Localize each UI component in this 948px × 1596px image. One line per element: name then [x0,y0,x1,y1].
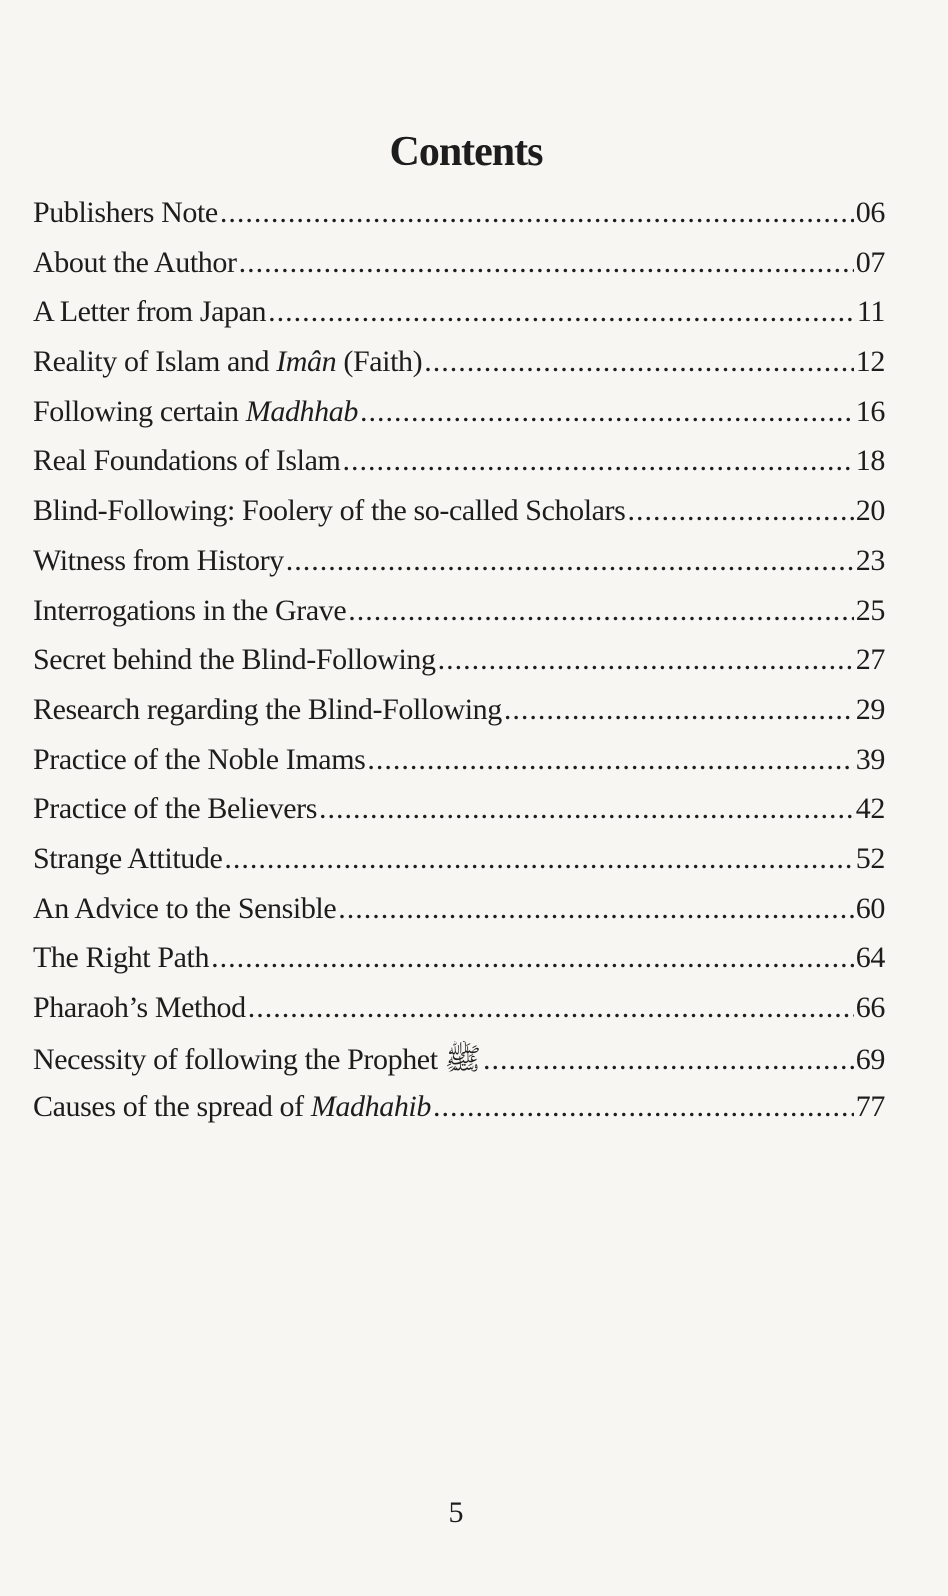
toc-entry-page: 25 [855,593,885,627]
toc-entry-page: 20 [855,494,885,528]
toc-entry [33,743,885,793]
toc-entry-title [33,246,237,280]
toc-title-italic: Madhahib [310,1090,431,1124]
leader-dots [239,246,854,280]
toc-entry-title [33,544,284,578]
toc-title-text: The Right Path [33,941,210,975]
toc-entry-page: 39 [855,742,885,776]
toc-entry [33,295,885,345]
toc-entry-title [33,643,436,677]
toc-entry-page: 77 [855,1090,885,1124]
leader-dots [248,991,854,1025]
table-of-contents [33,196,885,1140]
toc-entry [33,544,885,594]
toc-title-text: Strange Attitude [33,841,223,875]
toc-title-suffix: (Faith) [336,345,423,379]
leader-dots [627,494,853,528]
page-title: Contents [389,129,543,175]
toc-entry-page: 07 [855,245,885,279]
toc-title-text: A Letter from Japan [33,295,267,329]
leader-dots [319,792,854,826]
leader-dots [360,395,854,429]
toc-entry-page: 23 [855,543,885,577]
toc-entry-title [33,892,336,926]
page-number: 5 [448,1496,464,1529]
toc-entry [33,494,885,544]
toc-title-text: Blind-Following: Foolery of the so-called Scholars [33,494,626,528]
toc-entry-title [33,196,218,230]
toc-entry-page: 11 [856,295,885,329]
toc-entry-page: 18 [855,444,885,478]
leader-dots [286,544,854,578]
toc-entry-title [33,444,340,478]
toc-entry [33,196,885,246]
toc-title-text: Following certain [33,394,246,428]
toc-entry [33,941,885,991]
leader-dots [348,594,854,628]
leader-dots [367,743,853,777]
toc-entry [33,792,885,842]
toc-entry-title [33,693,502,727]
leader-dots [342,444,853,478]
toc-title-text: Interrogations in the Grave [33,593,347,627]
toc-entry [33,246,885,296]
toc-entry [33,643,885,693]
toc-title-italic: Imân [276,345,337,379]
toc-title-text: Practice of the Believers [33,792,318,826]
toc-entry-title [33,395,358,429]
leader-dots [224,842,853,876]
leader-dots [268,295,855,329]
toc-entry-title [33,842,222,876]
toc-entry-page: 69 [855,1042,885,1076]
toc-entry-title [33,1090,431,1124]
toc-title-text: Necessity of following the Prophet [33,1042,445,1076]
toc-entry [33,395,885,445]
toc-entry [33,345,885,395]
toc-entry-page: 52 [855,841,885,875]
toc-entry [33,594,885,644]
toc-entry-title [33,1041,481,1084]
leader-dots [220,196,854,230]
toc-title-text: Witness from History [33,543,284,577]
toc-entry-page: 16 [855,394,885,428]
toc-entry-page: 42 [855,792,885,826]
leader-dots [338,892,854,926]
toc-entry-page: 60 [855,891,885,925]
toc-entry [33,1041,885,1091]
toc-entry [33,842,885,892]
toc-entry [33,892,885,942]
toc-entry [33,1090,885,1140]
toc-entry [33,991,885,1041]
toc-title-text: About the Author [33,245,237,279]
toc-entry-title [33,792,317,826]
toc-title-text: Research regarding the Blind-Following [33,692,502,726]
toc-entry-title [33,941,209,975]
toc-entry-title [33,594,346,628]
leader-dots [504,693,854,727]
leader-dots [438,643,854,677]
leader-dots [433,1090,854,1124]
toc-entry-page: 27 [855,643,885,677]
toc-entry-title [33,345,422,379]
toc-entry-page: 64 [855,941,885,975]
toc-entry-page: 29 [855,692,885,726]
toc-title-text: Reality of Islam and [33,345,277,379]
toc-title-text: Publishers Note [33,196,218,229]
toc-title-text: Pharaoh’s Method [33,991,246,1024]
toc-entry-page: 66 [855,991,885,1024]
toc-title-suffix: ﷺ [444,1042,482,1076]
toc-entry-page: 12 [855,345,885,379]
toc-entry-title [33,295,266,329]
toc-entry-title [33,743,365,777]
toc-title-text: Practice of the Noble Imams [33,742,366,776]
toc-title-text: Secret behind the Blind-Following [33,643,436,677]
leader-dots [424,345,854,379]
toc-entry [33,693,885,743]
toc-entry-page: 06 [855,196,885,229]
toc-entry-title [33,991,246,1025]
toc-title-text: Real Foundations of Islam [33,444,341,478]
toc-entry-title [33,494,625,528]
toc-title-text: Causes of the spread of [33,1090,311,1124]
toc-title-text: An Advice to the Sensible [33,891,337,925]
leader-dots [211,941,854,975]
toc-entry [33,444,885,494]
leader-dots [483,1043,854,1077]
toc-title-italic: Madhhab [245,394,358,428]
